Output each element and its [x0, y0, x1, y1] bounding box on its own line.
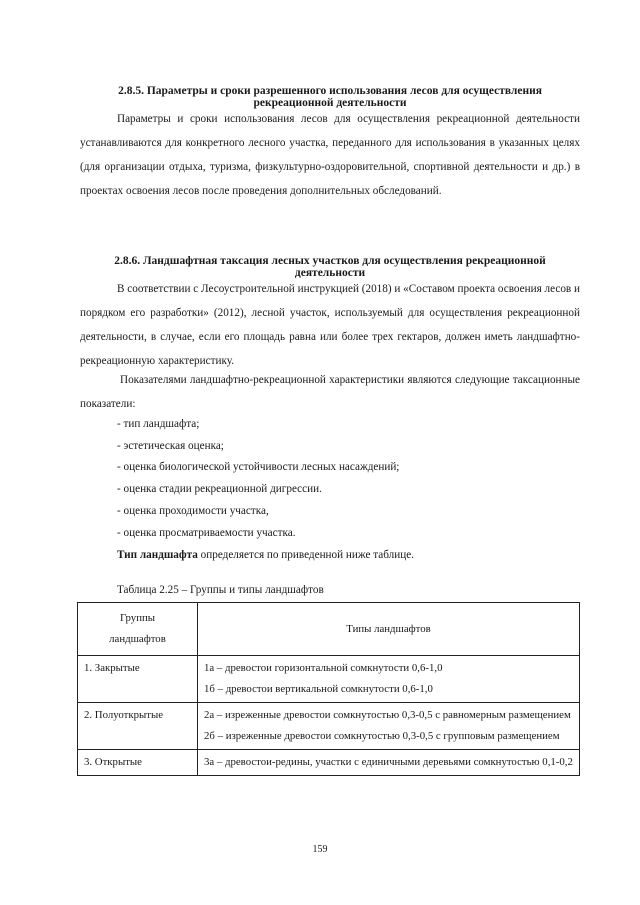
table-header-row — [78, 603, 580, 656]
types-cell — [198, 750, 580, 776]
heading-line: рекреационной деятельности — [253, 97, 407, 109]
landscape-type-note — [117, 547, 414, 563]
type-line: 1б – древостои вертикальной сомкнутости 0,6-1,0 — [204, 683, 433, 695]
list-item: - оценка биологической устойчивости лесных насаждений; — [117, 461, 400, 473]
heading-line: деятельности — [294, 267, 366, 279]
page-number: 159 — [312, 844, 328, 855]
table-row — [78, 656, 580, 703]
type-line: 2а – изреженные древостои сомкнутостью 0,3-0,5 с равномерным размещением — [204, 709, 571, 721]
landscape-type-term: Тип ландшафта — [117, 549, 198, 561]
list-item: - оценка просматриваемости участка. — [117, 527, 296, 539]
landscape-type-note-text: определяется по приведенной ниже таблице. — [197, 549, 414, 561]
types-cell — [198, 703, 580, 750]
group-cell: 1. Закрытые — [78, 656, 198, 703]
paragraph-instruction: В соответствии с Лесоустроительной инструкцией (2018) и «Составом проекта освоения лесов и порядком его разработки» (2012), лесной участок, используемый для осуществления рекреационной деятельности, в случае, если его площадь равна или более трех гектаров, должен иметь ландшафтно-рекреационную характеристику. — [80, 283, 580, 367]
landscape-table — [77, 602, 580, 776]
table-row — [78, 703, 580, 750]
type-line: 2б – изреженные древостои сомкнутостью 0,3-0,5 с групповым размещением — [204, 730, 560, 742]
header-types: Типы ландшафтов — [198, 603, 580, 656]
paragraph-parameters: Параметры и сроки использования лесов для осуществления рекреационной деятельности устанавливаются для конкретного лесного участка, переданного для использования в указанных целях (для организации отдыха, туризма, физкультурно-оздоровительной, спортивной деятельности и др.) в проектах освоения лесов после проведения дополнительных обследований. — [80, 113, 580, 197]
section-heading-2-8-6 — [80, 255, 580, 279]
header-groups — [78, 603, 198, 656]
list-item: - оценка стадии рекреационной дигрессии. — [117, 483, 322, 495]
list-item: - эстетическая оценка; — [117, 440, 224, 452]
type-line: 3а – древостои-редины, участки с единичными деревьями сомкнутостью 0,1-0,2 — [204, 756, 573, 768]
group-cell: 3. Открытые — [78, 750, 198, 776]
paragraph-indicators: Показателями ландшафтно-рекреационной характеристики являются следующие таксационные показатели: — [80, 374, 580, 410]
heading-line: 2.8.5. Параметры и сроки разрешенного использования лесов для осуществления — [118, 85, 542, 97]
table-caption: Таблица 2.25 – Группы и типы ландшафтов — [117, 584, 324, 596]
list-item: - тип ландшафта; — [117, 418, 200, 430]
section-heading-2-8-5 — [80, 85, 580, 109]
header-groups-line1: Группы — [119, 612, 156, 624]
types-cell — [198, 656, 580, 703]
type-line: 1а – древостои горизонтальной сомкнутости 0,6-1,0 — [204, 662, 443, 674]
header-groups-line2: ландшафтов — [109, 633, 166, 645]
table-row — [78, 750, 580, 776]
list-item: - оценка проходимости участка, — [117, 505, 269, 517]
heading-line: 2.8.6. Ландшафтная таксация лесных участков для осуществления рекреационной — [114, 255, 546, 267]
group-cell: 2. Полуоткрытые — [78, 703, 198, 750]
